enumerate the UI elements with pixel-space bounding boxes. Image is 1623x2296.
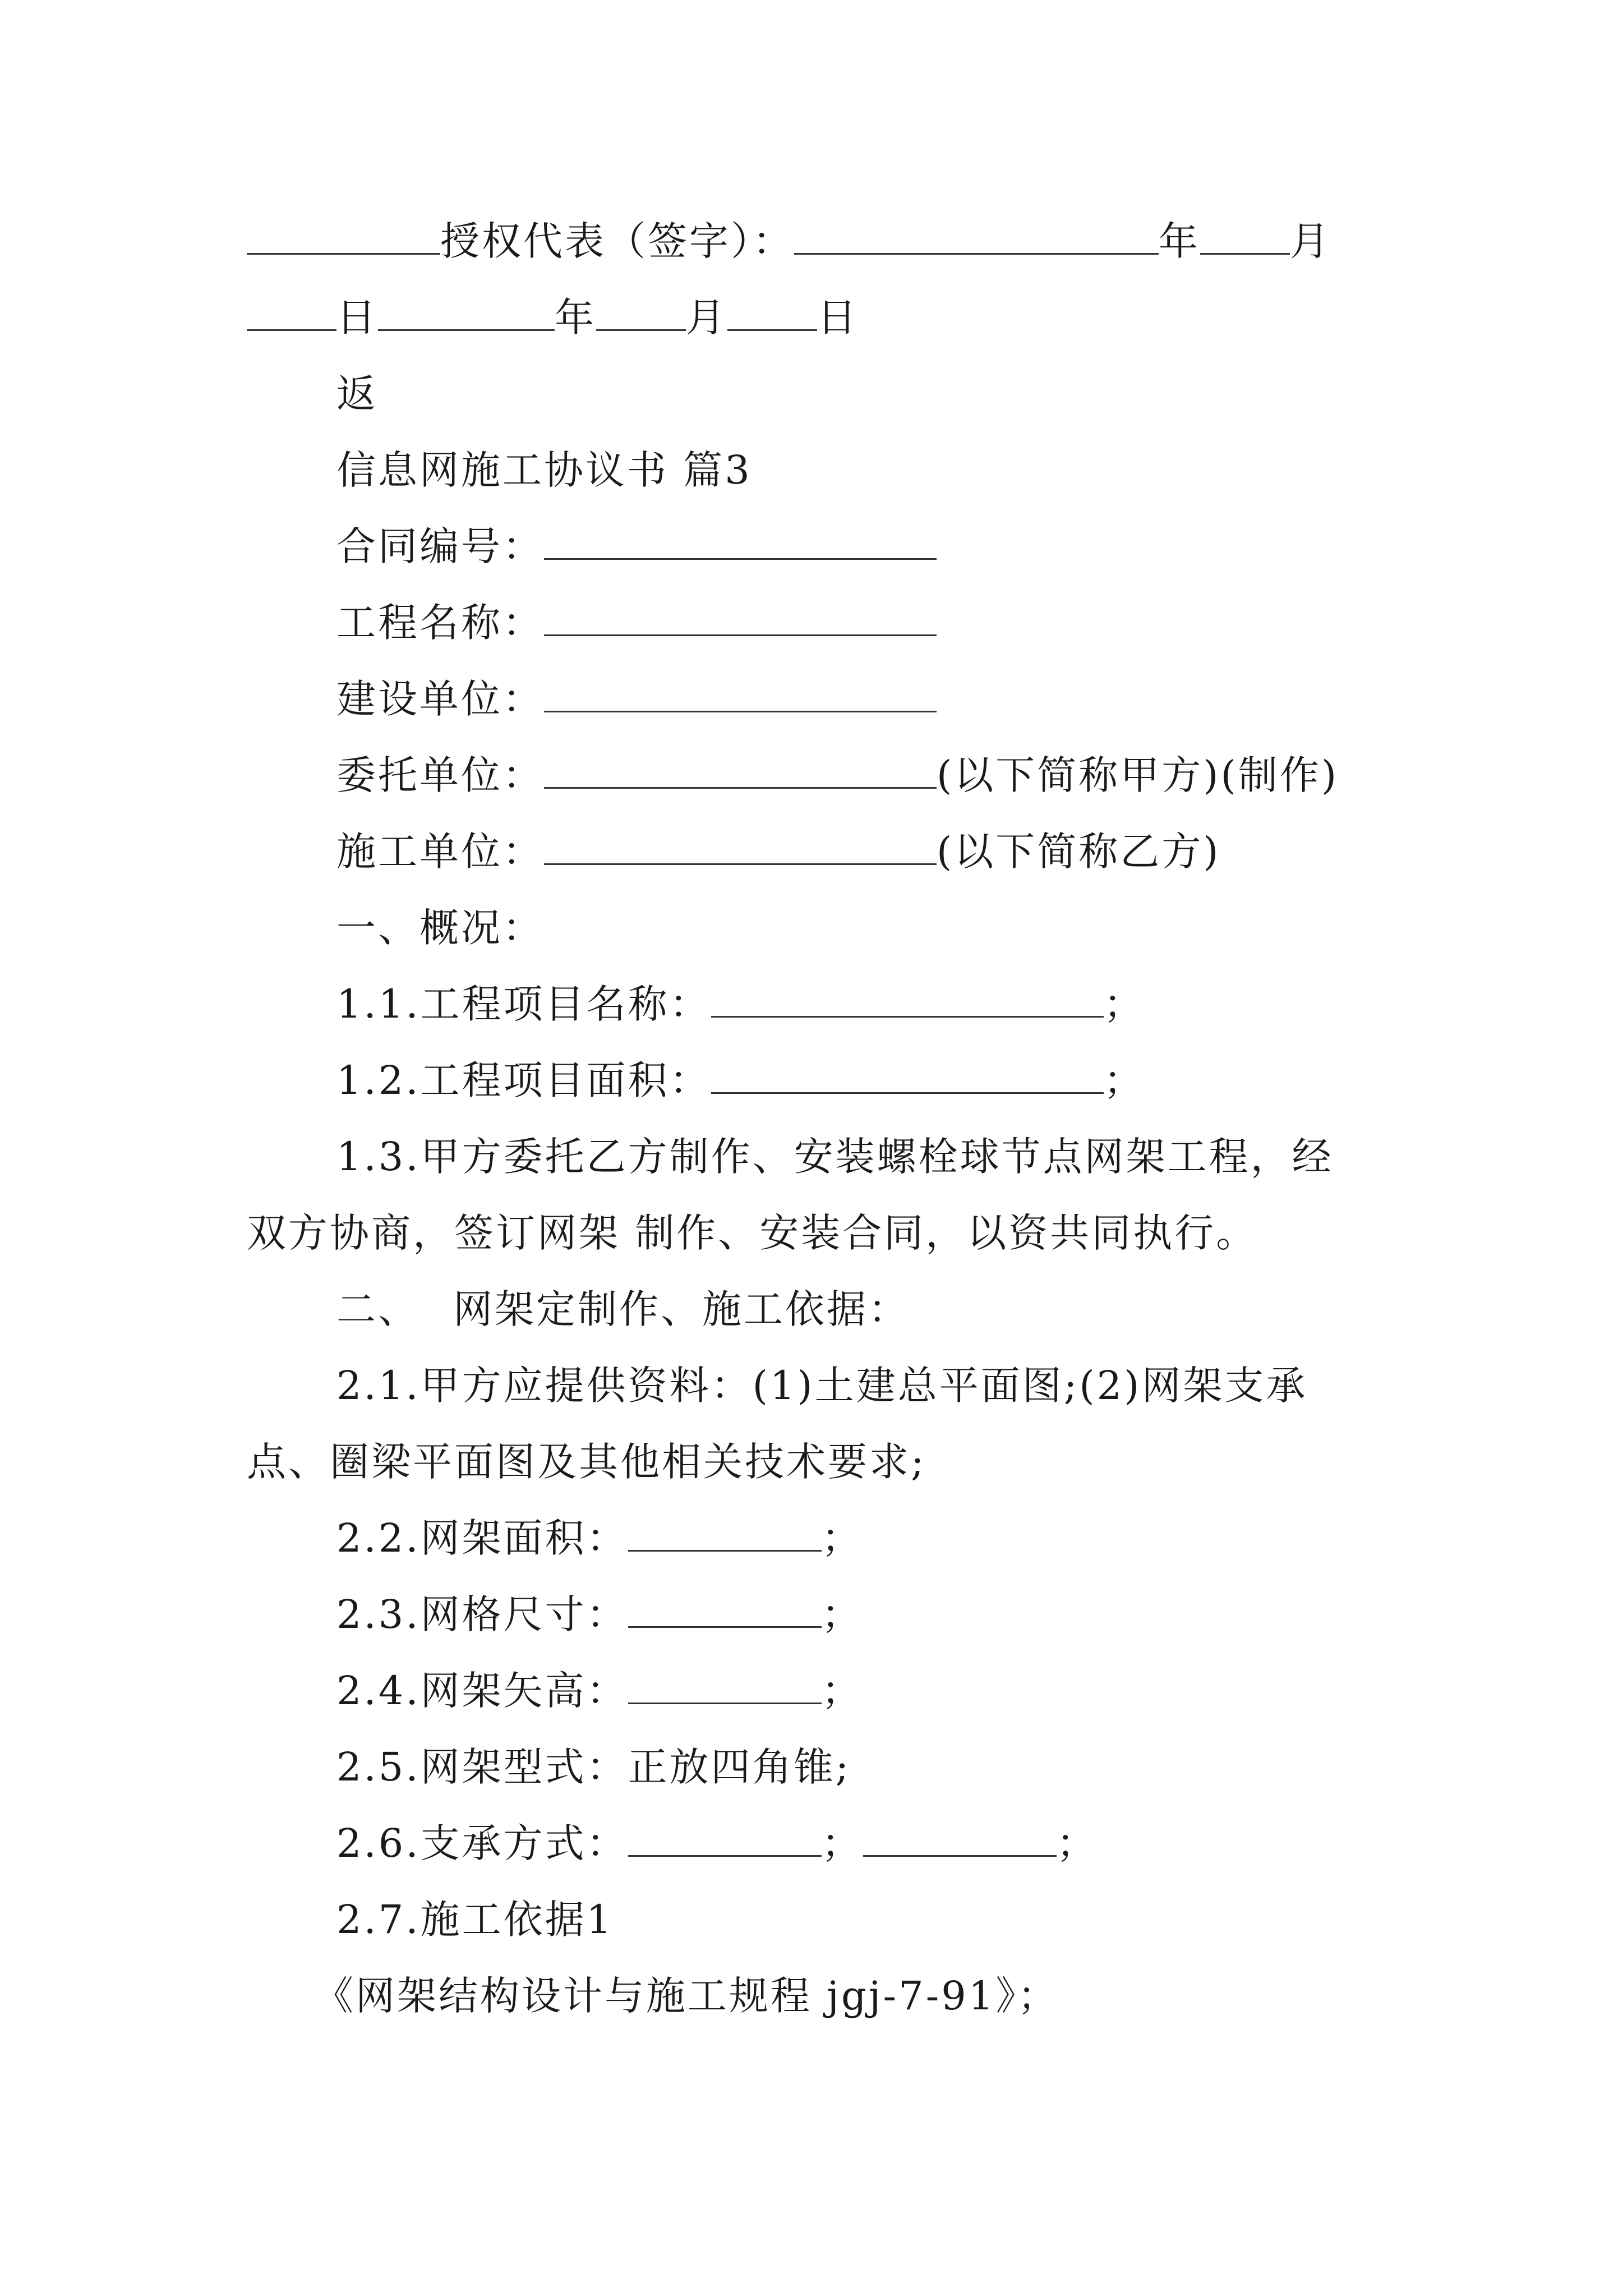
contract-no-label: 合同编号： <box>336 523 544 569</box>
item-2-4-label: 2.4.网架矢高： <box>336 1668 628 1714</box>
item-2-7-row: 2.7.施工依据1 <box>336 1897 614 1943</box>
item-2-1-line1: 2.1.甲方应提供资料：(1)土建总平面图;(2)网架支承 <box>336 1363 1308 1409</box>
signature-line-2 <box>247 291 859 344</box>
month-blank-2 <box>596 293 686 331</box>
overview-heading: 一、概况： <box>336 905 544 951</box>
contractor-unit-blank <box>544 827 937 865</box>
month-label: 月 <box>1290 218 1331 264</box>
project-name-blank <box>544 599 937 636</box>
basis-heading-text: 网架定制作、施工依据： <box>453 1286 910 1332</box>
item-2-6-blank-2 <box>863 1819 1057 1857</box>
construction-unit-row <box>336 672 937 726</box>
second-date-blank <box>378 293 555 331</box>
item-2-6-semicolon-2: ； <box>1056 1820 1098 1866</box>
contractor-unit-row <box>336 825 1221 878</box>
item-2-1-line2: 点、圈梁平面图及其他相关技术要求; <box>247 1439 926 1485</box>
item-2-2-blank <box>628 1514 822 1552</box>
entrusting-unit-suffix: (以下简称甲方)(制作) <box>937 752 1339 798</box>
month-label-2: 月 <box>686 295 727 341</box>
item-1-2-row <box>336 1053 1145 1107</box>
item-1-1-row <box>336 977 1145 1031</box>
construction-unit-blank <box>544 675 937 712</box>
item-1-2-blank <box>711 1056 1104 1094</box>
signature-blank <box>247 217 440 255</box>
day-blank-2 <box>727 293 817 331</box>
project-name-row <box>336 596 937 650</box>
contractor-unit-suffix: (以下简称乙方) <box>937 829 1221 875</box>
contract-no-row <box>336 519 937 573</box>
item-2-4-row <box>336 1664 863 1718</box>
signature-line-1 <box>247 214 1331 268</box>
auth-rep-label: 授权代表（签字）： <box>440 218 794 264</box>
item-2-3-blank <box>628 1590 822 1628</box>
day-label-2: 日 <box>817 295 859 341</box>
construction-unit-label: 建设单位： <box>336 676 544 722</box>
entrusting-unit-blank <box>544 751 937 789</box>
year-label: 年 <box>1159 218 1200 264</box>
back-link[interactable]: 返 <box>336 371 378 417</box>
item-1-3-line1: 1.3.甲方委托乙方制作、安装螺栓球节点网架工程，经 <box>336 1134 1334 1180</box>
day-label: 日 <box>336 295 378 341</box>
basis-heading-number: 二、 <box>336 1286 419 1332</box>
item-1-1-semicolon: ； <box>1103 981 1145 1027</box>
item-2-6-semicolon-1: ； <box>821 1820 863 1866</box>
item-2-5-row: 2.5.网架型式：正放四角锥; <box>336 1744 851 1790</box>
item-2-2-semicolon: ； <box>821 1515 863 1561</box>
item-1-2-label: 1.2.工程项目面积： <box>336 1057 711 1103</box>
item-1-2-semicolon: ； <box>1103 1057 1145 1103</box>
contract-no-blank <box>544 522 937 560</box>
month-blank <box>1200 217 1290 255</box>
item-2-2-row <box>336 1511 863 1565</box>
item-2-6-label: 2.6.支承方式： <box>336 1820 628 1866</box>
contractor-unit-label: 施工单位： <box>336 829 544 875</box>
item-1-1-blank <box>711 980 1104 1018</box>
date-blank <box>794 217 1159 255</box>
item-1-1-label: 1.1.工程项目名称： <box>336 981 711 1027</box>
year-label-2: 年 <box>555 295 596 341</box>
item-2-4-blank <box>628 1667 822 1704</box>
item-2-6-row <box>336 1816 1098 1870</box>
item-1-3-line2: 双方协商，签订网架 制作、安装合同，以资共同执行。 <box>247 1210 1258 1256</box>
project-name-label: 工程名称： <box>336 600 544 646</box>
item-2-3-label: 2.3.网格尺寸： <box>336 1591 628 1637</box>
entrusting-unit-row <box>336 748 1339 802</box>
item-2-3-semicolon: ； <box>821 1591 863 1637</box>
item-2-2-label: 2.2.网架面积： <box>336 1515 628 1561</box>
standard-reference: 《网架结构设计与施工规程 jgj-7-91》； <box>314 1973 1059 2019</box>
day-blank <box>247 293 336 331</box>
item-2-3-row <box>336 1588 863 1641</box>
item-2-4-semicolon: ； <box>821 1668 863 1714</box>
section-title: 信息网施工协议书 篇3 <box>336 447 752 493</box>
entrusting-unit-label: 委托单位： <box>336 752 544 798</box>
item-2-6-blank-1 <box>628 1819 822 1857</box>
basis-heading <box>336 1282 910 1336</box>
